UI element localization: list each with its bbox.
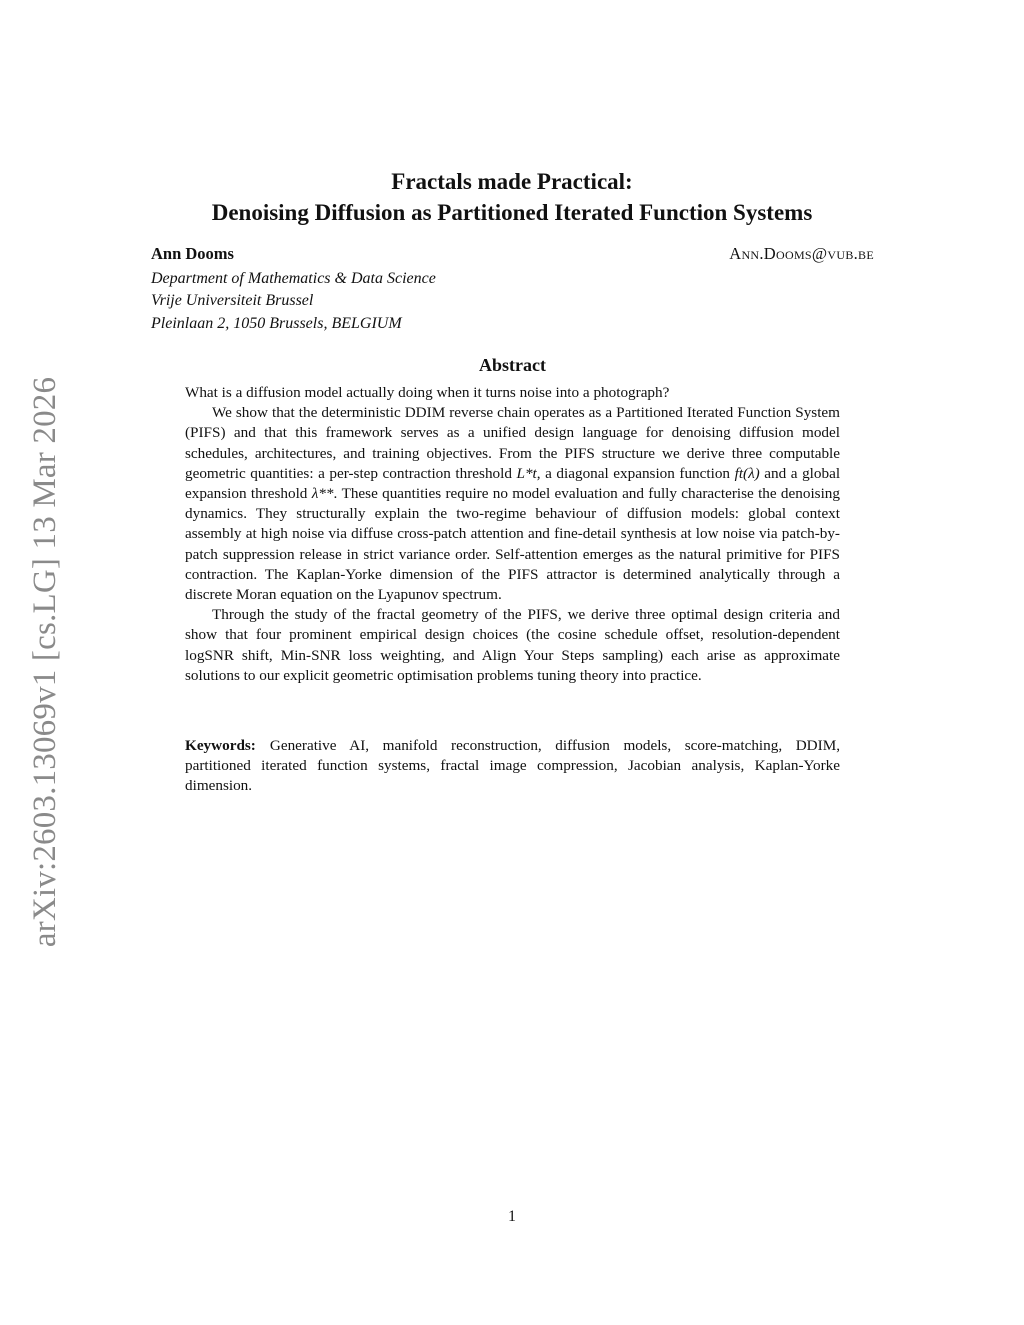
paper-title-line-2: Denoising Diffusion as Partitioned Iterated Function Systems xyxy=(211,200,813,225)
affiliation-university: Vrije Universiteit Brussel xyxy=(151,292,314,309)
affiliation-department: Department of Mathematics & Data Science xyxy=(151,270,436,287)
expansion-function-symbol: ft(λ) xyxy=(734,464,760,482)
expansion-threshold-symbol: λ** xyxy=(311,485,334,503)
abstract-p2-text-b: , a diagonal expansion function xyxy=(536,464,731,482)
abstract-p2-text-c: and a global expansion threshold xyxy=(185,464,841,503)
arxiv-identifier-stamp: arXiv:2603.13069v1 [cs.LG] 13 Mar 2026 xyxy=(27,376,63,948)
keywords-block xyxy=(185,736,840,797)
abstract-p2-text-d: . These quantities require no model evaluation and fully characterise the denoising dynamics. They structurally explain the two-regime behaviour of diffusion models: global context assembly at high noise via diffuse cross-patch attention and fine-detail synthesis at low noise via patch-by-patch suppression release in strict variance order. Self-attention emerges as the natural primitive for PIFS contraction. The Kaplan-Yorke dimension of the PIFS attractor is determined analytically through a discrete Moran equation on the Lyapunov spectrum. xyxy=(185,485,840,604)
keywords-text: Generative AI, manifold reconstruction, diffusion models, score-matching, DDIM, partitioned iterated function systems, fractal image compression, Jacobian analysis, Kaplan-Yorke dimension. xyxy=(185,737,840,795)
abstract-heading: Abstract xyxy=(479,355,546,375)
author-row xyxy=(151,244,874,266)
abstract-paragraph-3: Through the study of the fractal geometry of the PIFS, we derive three optimal design criteria and show that four prominent empirical design choices (the cosine schedule offset, resolution-dependent logSNR shift, Min-SNR loss weighting, and Align Your Steps sampling) each arise as approximate solutions to our explicit geometric optimisation problems tuning theory into practice. xyxy=(185,606,840,684)
abstract-paragraph-2 xyxy=(185,403,840,605)
page-number: 1 xyxy=(508,1208,516,1225)
keywords-label: Keywords: xyxy=(185,737,256,754)
author-name: Ann Dooms xyxy=(151,244,234,263)
abstract-paragraph-1: What is a diffusion model actually doing when it turns noise into a photograph? xyxy=(185,384,670,401)
paper-title-line-1: Fractals made Practical: xyxy=(391,169,633,194)
abstract-p2-text-a: We show that the deterministic DDIM reverse chain operates as a Partitioned Iterated Function System (PIFS) and that this framework serves as a unified design language for denoising diffusion model schedules, architectures, and training objectives. From the PIFS structure we derive three computable geometric quantities: a per-step contraction threshold xyxy=(185,404,840,482)
author-email[interactable]: Ann.Dooms@vub.be xyxy=(729,244,874,263)
affiliation-address: Pleinlaan 2, 1050 Brussels, BELGIUM xyxy=(151,315,402,332)
contraction-threshold-symbol: L*t xyxy=(516,464,537,482)
abstract-body xyxy=(185,383,840,686)
